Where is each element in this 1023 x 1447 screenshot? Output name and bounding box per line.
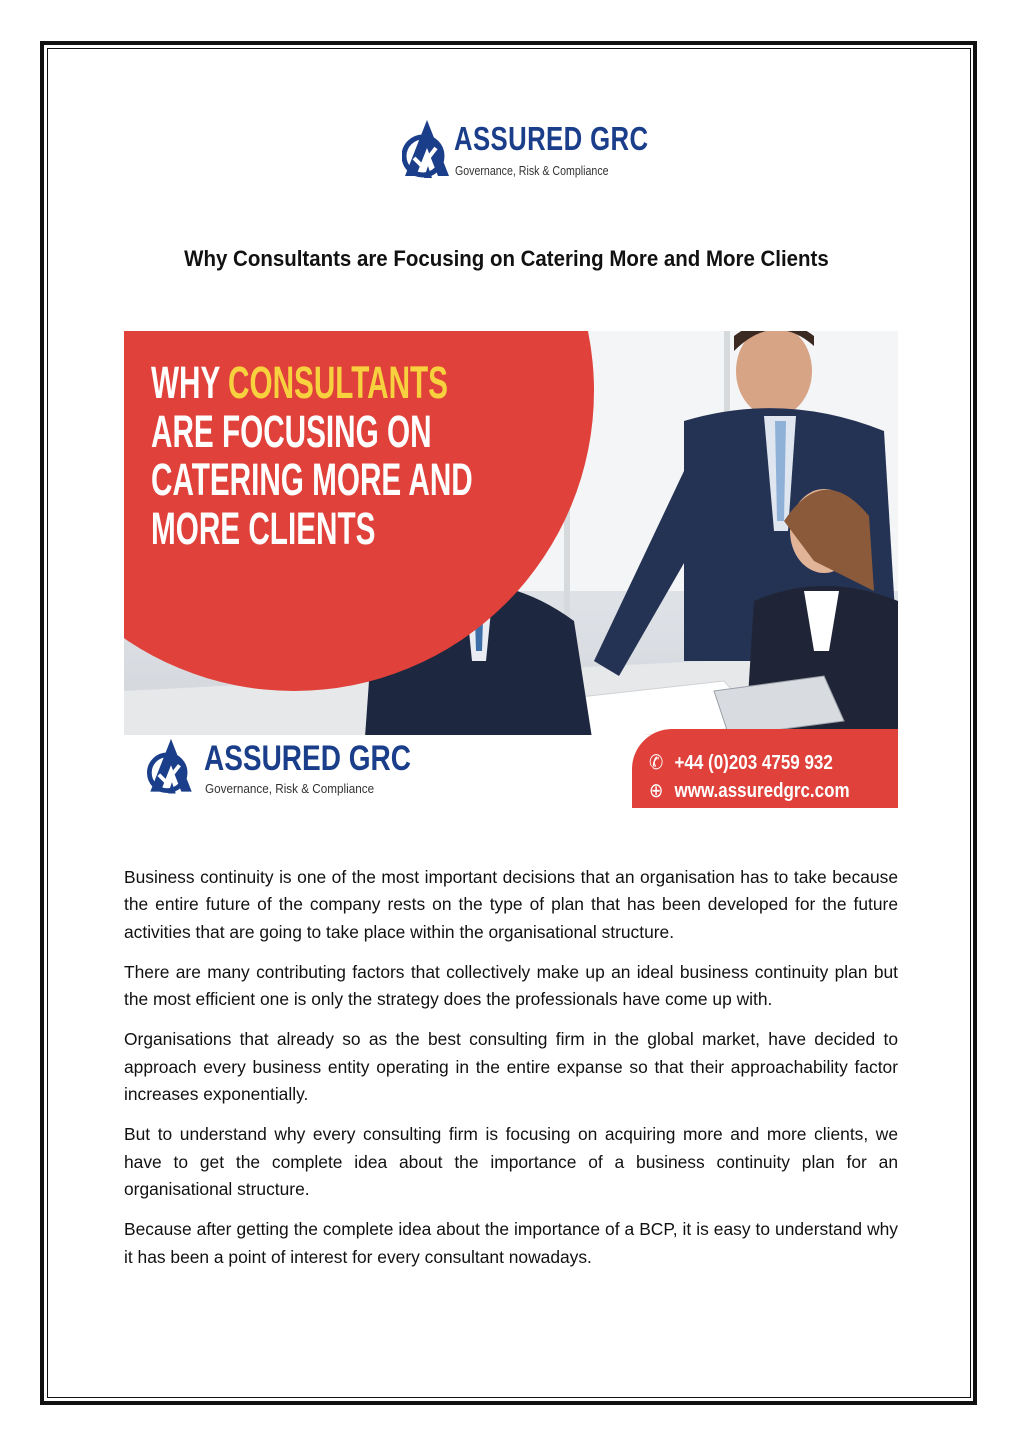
logo-tagline: Governance, Risk & Compliance	[455, 164, 609, 178]
headline-prefix: WHY	[151, 357, 229, 408]
banner-phone	[649, 750, 833, 775]
phone-icon: ✆	[649, 752, 664, 774]
header-logo	[402, 118, 649, 188]
article-body	[124, 864, 898, 1284]
banner-logo-tagline: Governance, Risk & Compliance	[205, 781, 375, 796]
paragraph: There are many contributing factors that collectively make up an ideal business continuity plan but the most efficient one is only the strategy does the professionals have come up with.	[124, 961, 898, 1010]
paragraph: Because after getting the complete idea about the importance of a BCP, it is easy to understand why it has been a point of interest for every consultant nowadays.	[124, 1219, 898, 1267]
paragraph: But to understand why every consulting firm is focusing on acquiring more and more clients, we have to get the complete idea about the importance of a business continuity plan for an organisational structure.	[124, 1124, 898, 1199]
hero-banner	[124, 331, 898, 808]
banner-website	[649, 778, 850, 803]
logo-name: ASSURED GRC	[454, 120, 649, 157]
paragraph: Business continuity is one of the most important decisions that an organisation has to take because the entire future of the company rests on the type of plan that has been developed for the future activities that are going to take place within the organisational structure.	[124, 867, 898, 942]
headline-line-2: ARE FOCUSING ON	[151, 405, 432, 457]
banner-logo-name: ASSURED GRC	[204, 739, 411, 778]
page-title: Why Consultants are Focusing on Catering More and More Clients	[184, 246, 829, 271]
banner-logo	[144, 737, 444, 801]
headline-line-4: MORE CLIENTS	[151, 502, 376, 554]
headline-line-3: CATERING MORE AND	[151, 454, 473, 505]
assured-grc-logo-icon	[402, 118, 452, 186]
website-url: www.assuredgrc.com	[674, 780, 850, 802]
assured-grc-logo-icon	[144, 737, 198, 801]
banner-headline	[151, 359, 473, 553]
globe-icon: ⊕	[649, 780, 664, 802]
phone-number: +44 (0)203 4759 932	[674, 752, 833, 774]
headline-highlight: CONSULTANTS	[228, 357, 448, 408]
paragraph: Organisations that already so as the best consulting firm in the global market, have decided to approach every business entity operating in the entire expanse so that their approachability factor increases exponentially.	[124, 1029, 898, 1105]
